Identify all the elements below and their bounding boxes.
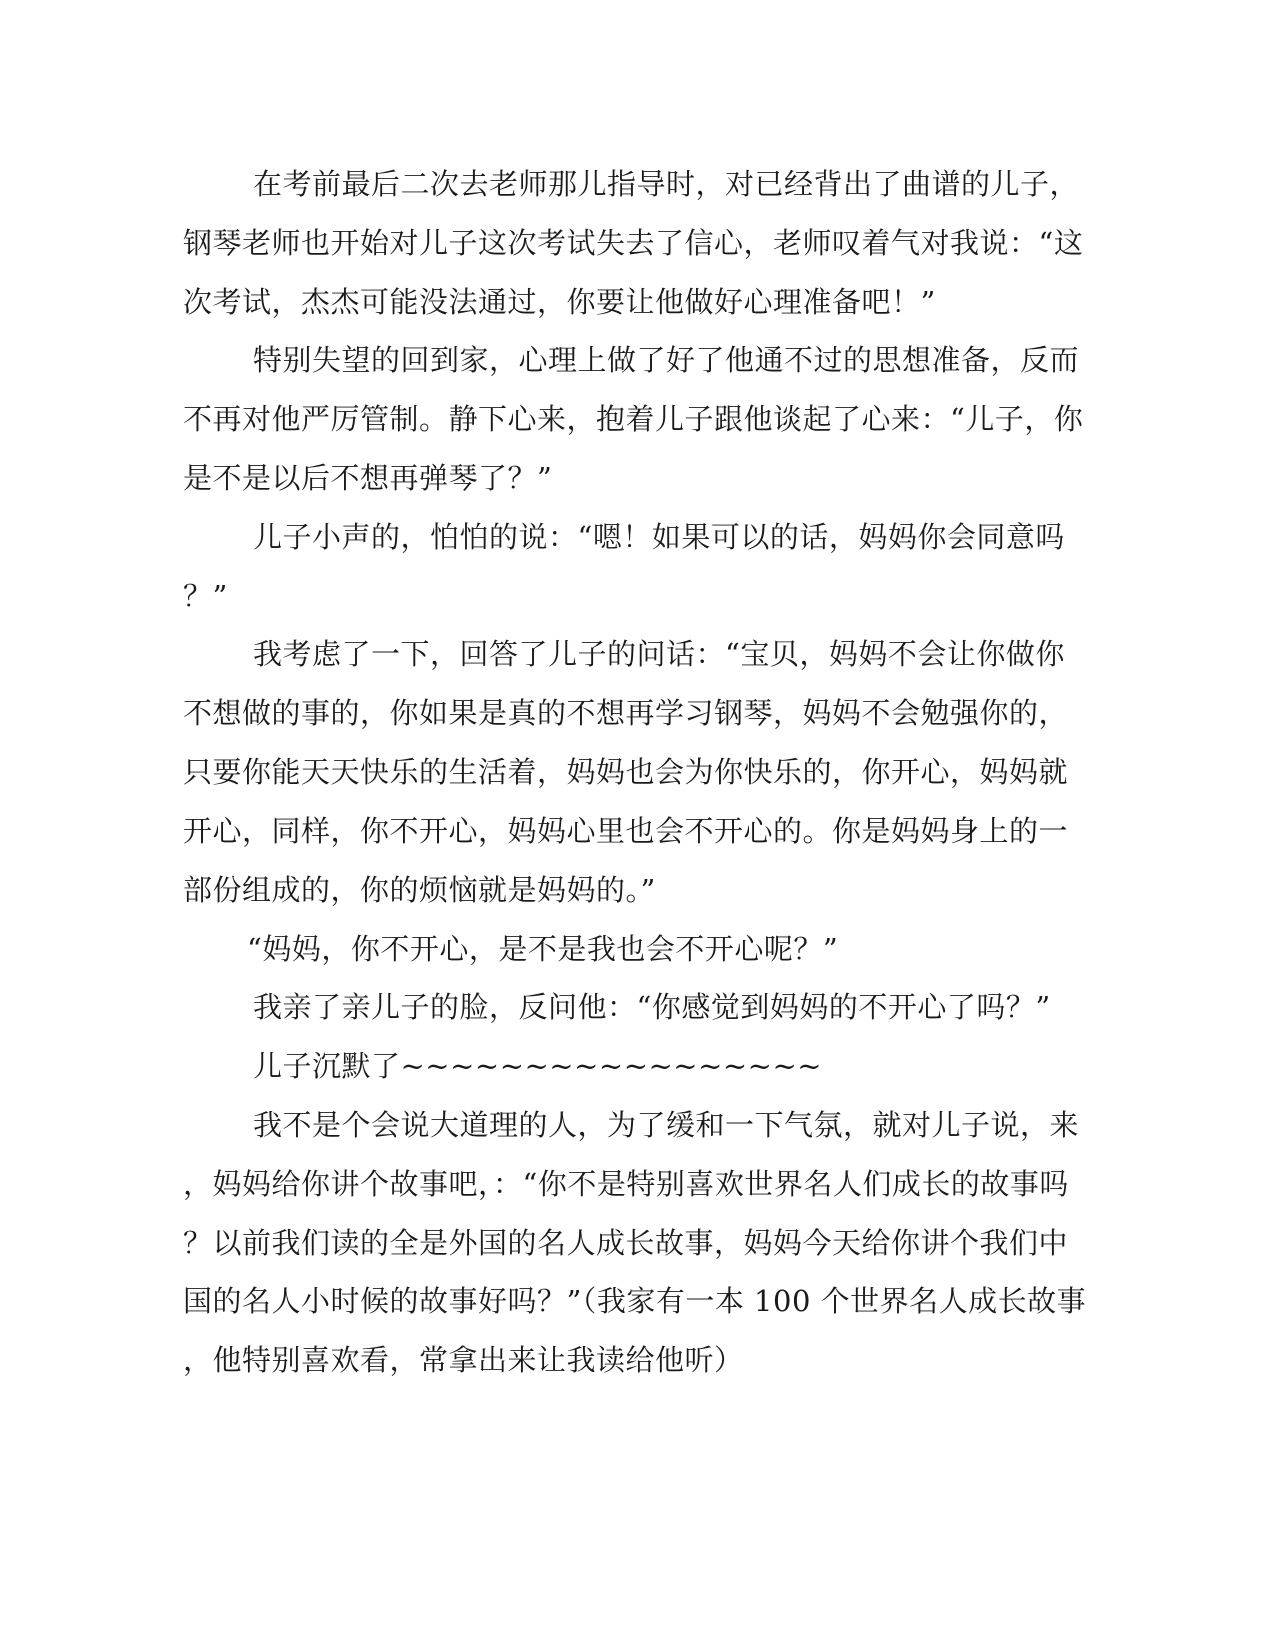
text-line: 不再对他严厉管制。静下心来，抱着儿子跟他谈起了心来：“儿子，你 (183, 402, 1084, 436)
text-line: 我不是个会说大道理的人，为了缓和一下气氛，就对儿子说，来 (253, 1108, 1080, 1142)
text-line: 是不是以后不想再弹琴了？” (183, 461, 553, 495)
text-line: ？以前我们读的全是外国的名人成长故事，妈妈今天给你讲个我们中 (183, 1226, 1069, 1260)
text-line: 我亲了亲儿子的脸，反问他：“你感觉到妈妈的不开心了吗？” (253, 990, 1051, 1024)
text-line: 开心，同样，你不开心，妈妈心里也会不开心的。你是妈妈身上的一 (183, 814, 1069, 848)
text-line: ？” (183, 579, 228, 613)
text-line: 不想做的事的，你如果是真的不想再学习钢琴，妈妈不会勉强你的， (183, 696, 1069, 730)
text-line: 部份组成的，你的烦恼就是妈妈的。” (183, 873, 656, 907)
text-line: ，妈妈给你讲个故事吧，：“你不是特别喜欢世界名人们成长的故事吗 (183, 1167, 1069, 1201)
text-line: 国的名人小时候的故事好吗？”（我家有一本 100 个世界名人成长故事 (183, 1284, 1087, 1318)
text-line: 儿子沉默了~~~~~~~~~~~~~~~~~ (253, 1049, 823, 1083)
text-line: 我考虑了一下，回答了儿子的问话：“宝贝，妈妈不会让你做你 (253, 637, 1065, 671)
text-line: 在考前最后二次去老师那儿指导时，对已经背出了曲谱的儿子， (253, 167, 1080, 201)
text-line: 特别失望的回到家，心理上做了好了他通不过的思想准备，反而 (253, 343, 1080, 377)
text-line: 钢琴老师也开始对儿子这次考试失去了信心，老师叹着气对我说：“这 (183, 226, 1084, 260)
text-line: 只要你能天天快乐的生活着，妈妈也会为你快乐的，你开心，妈妈就 (183, 755, 1069, 789)
text-line: 次考试，杰杰可能没法通过，你要让他做好心理准备吧！” (183, 285, 936, 319)
text-line: ，他特别喜欢看，常拿出来让我读给他听） (183, 1343, 744, 1377)
text-line: 儿子小声的，怕怕的说：“嗯！如果可以的话，妈妈你会同意吗 (253, 520, 1065, 554)
text-line: “妈妈，你不开心，是不是我也会不开心呢？” (247, 932, 839, 966)
